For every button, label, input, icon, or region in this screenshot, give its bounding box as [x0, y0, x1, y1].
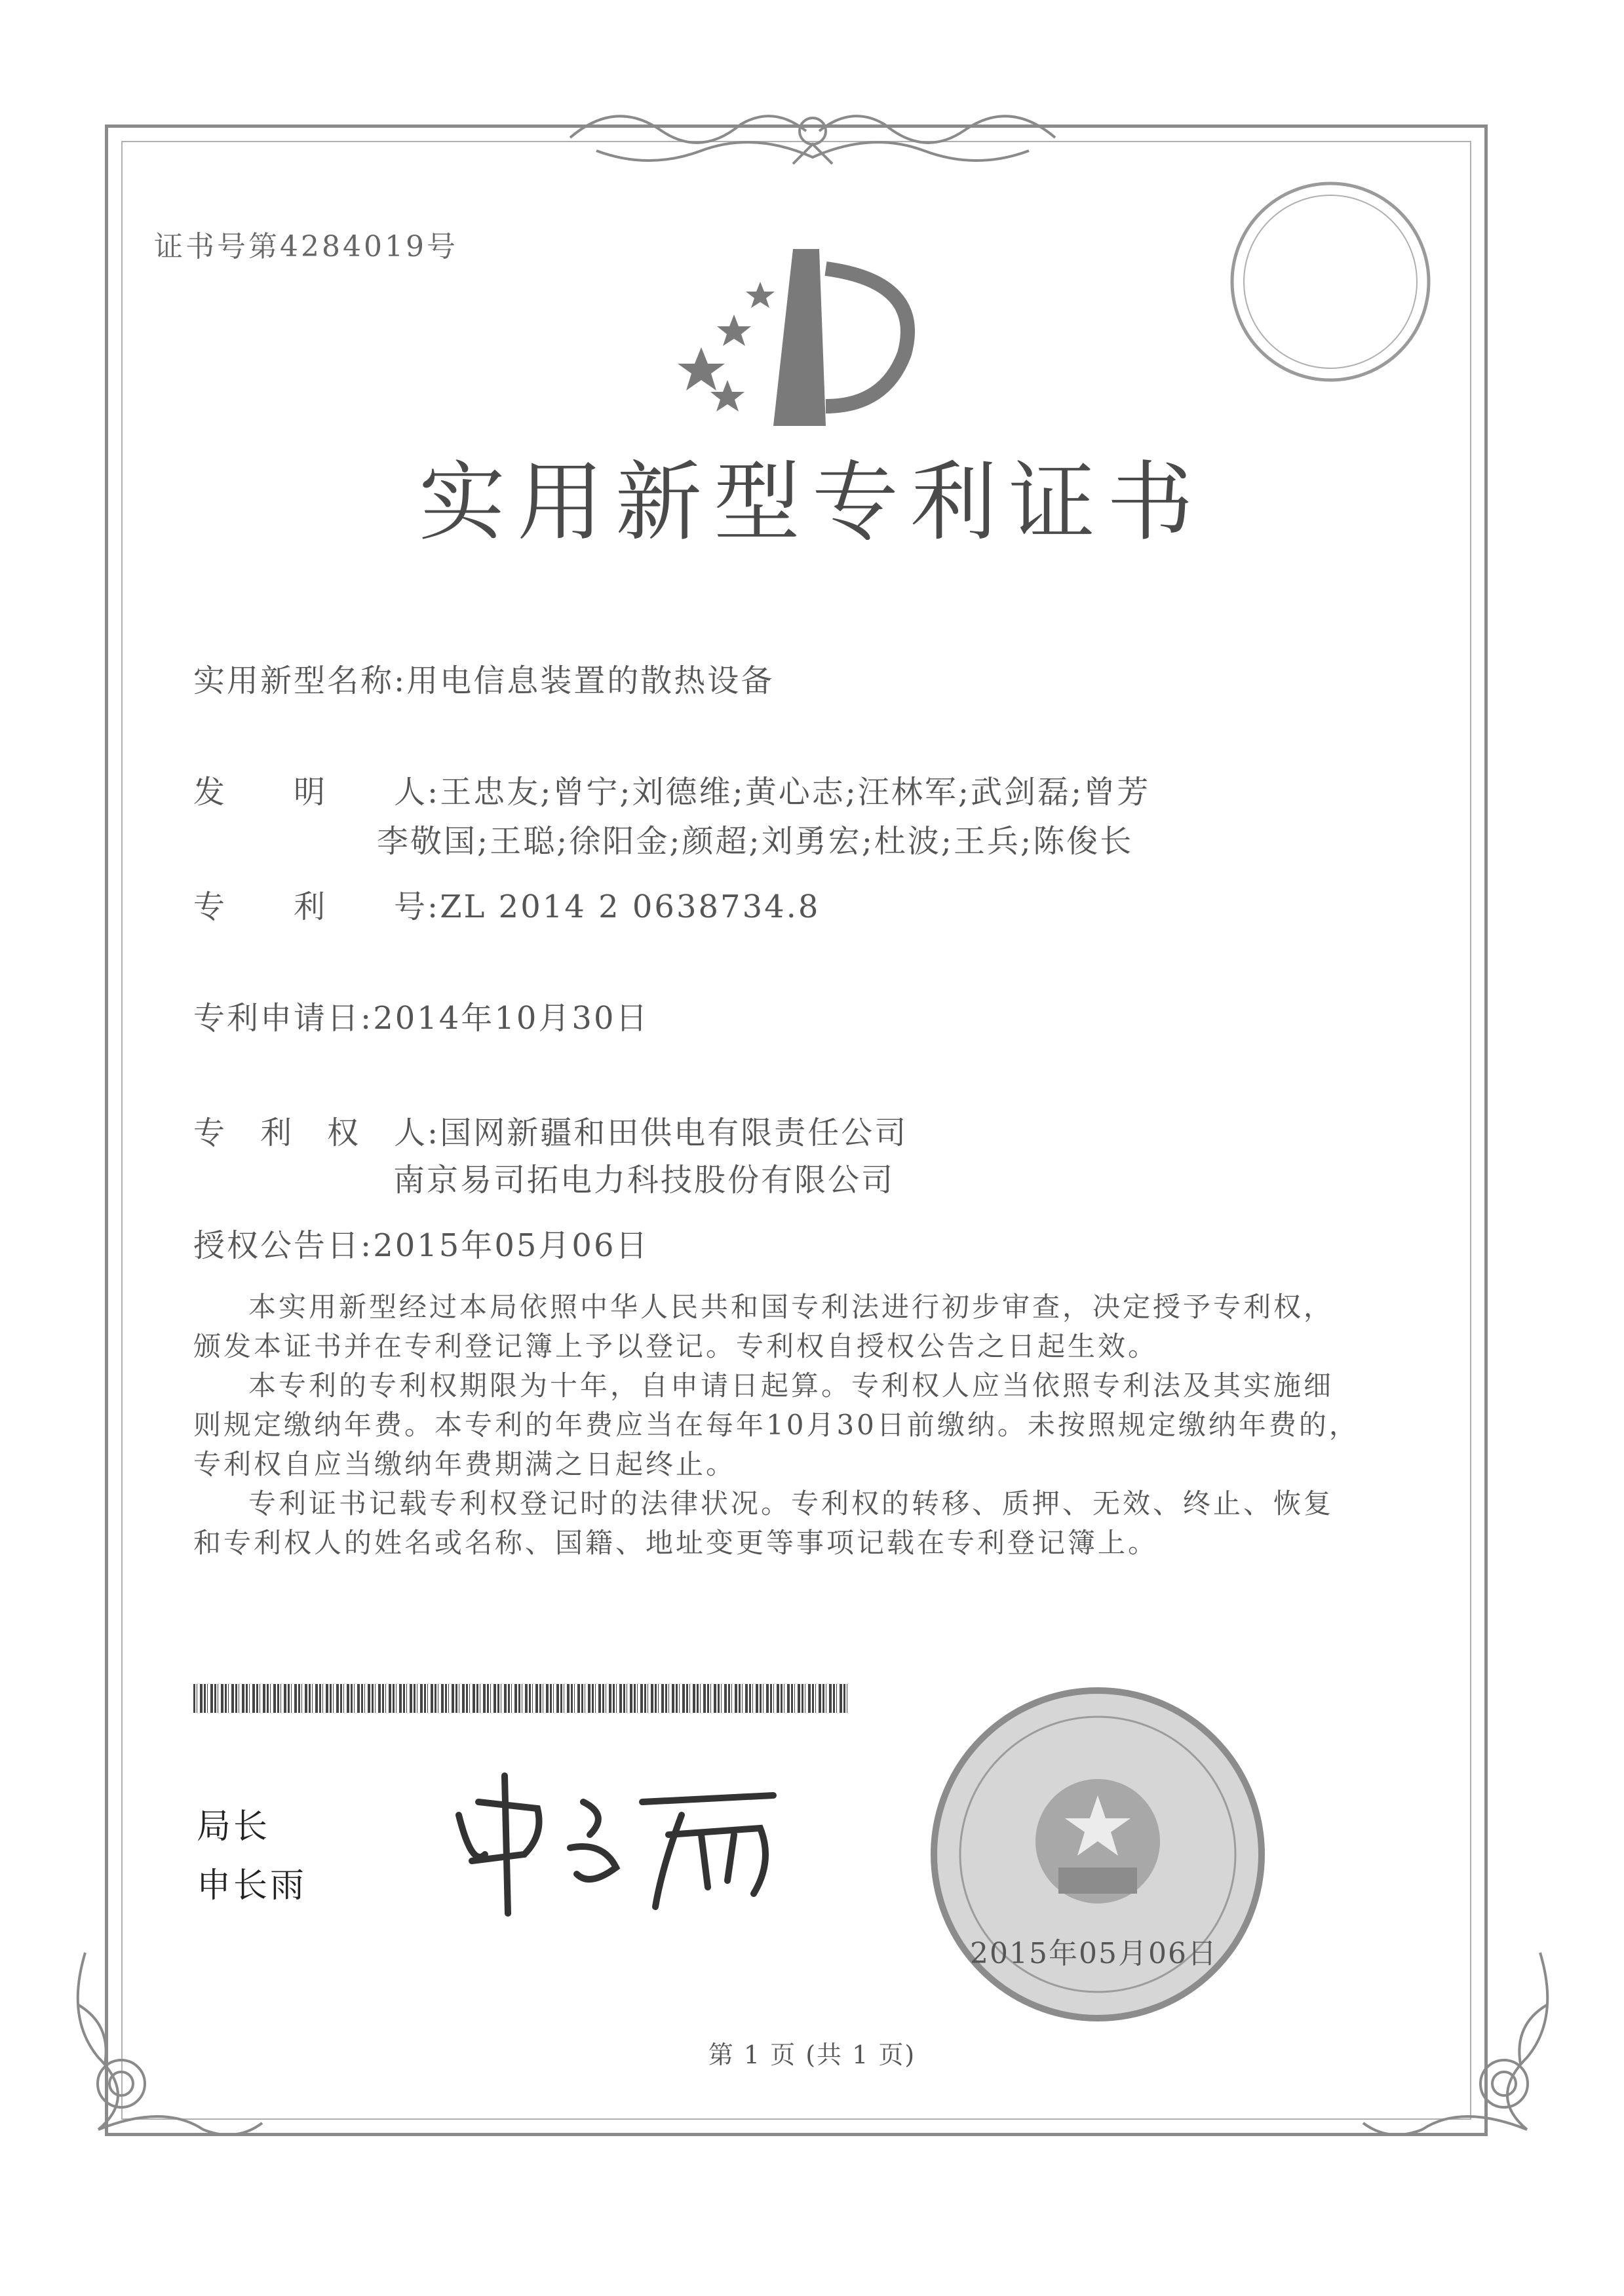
patent-office-logo-icon	[662, 242, 937, 439]
tax-stamp-seal-icon	[1226, 177, 1435, 387]
patentee-value-line2: 南京易司拓电力科技股份有限公司	[393, 1162, 895, 1198]
utility-model-name-value: 用电信息装置的散热设备	[406, 662, 775, 699]
grant-date-value: 2015年05月06日	[373, 1227, 649, 1264]
utility-model-name-label: 实用新型名称:	[193, 662, 407, 699]
inventors-value-line2: 李敬国;王聪;徐阳金;颜超;刘勇宏;杜波;王兵;陈俊长	[377, 823, 1134, 860]
barcode	[193, 1684, 849, 1713]
filing-date-label: 专利申请日:	[193, 1000, 374, 1037]
body-paragraph-1: 本实用新型经过本局依照中华人民共和国专利法进行初步审查，决定授予专利权，颁发本证书并在专利登记簿上予以登记。专利权自授权公告之日起生效。	[193, 1291, 1334, 1362]
official-seal-icon	[927, 1684, 1268, 2025]
grant-date-label: 授权公告日:	[193, 1227, 374, 1264]
body-paragraph-2: 本专利的专利权期限为十年，自申请日起算。专利权人应当依照专利法及其实施细则规定缴纳年费。本专利的年费应当在每年10月30日前缴纳。未按照规定缴纳年费的，专利权自应当缴纳年费期满之日起终止。	[193, 1369, 1359, 1480]
body-paragraph-3: 专利证书记载专利权登记时的法律状况。专利权的转移、质押、无效、终止、恢复和专利权人的姓名或名称、国籍、地址变更等事项记载在专利登记簿上。	[193, 1487, 1334, 1559]
seal-date: 2015年05月06日	[970, 1937, 1218, 1970]
patent-number-row	[193, 881, 820, 927]
patentee-value-line1: 国网新疆和田供电有限责任公司	[440, 1115, 908, 1151]
page-indicator: 第 1 页 (共 1 页)	[708, 2040, 916, 2069]
certificate-title: 实用新型专利证书	[419, 452, 1205, 553]
patentee-label: 专 利 权 人:	[193, 1115, 440, 1151]
director-handwritten-signature	[446, 1763, 793, 1920]
director-name: 申长雨	[197, 1866, 307, 1905]
certificate-number: 证书号第4284019号	[154, 230, 458, 263]
patent-number-label: 专 利 号:	[193, 889, 440, 925]
filing-date-row	[193, 993, 649, 1038]
utility-model-name-row	[193, 655, 774, 700]
patent-number-value: ZL 2014 2 0638734.8	[440, 889, 821, 925]
filing-date-value: 2014年10月30日	[373, 1000, 649, 1037]
certificate-body	[193, 1288, 1360, 1563]
top-ornament-icon	[557, 92, 1068, 177]
director-title: 局长	[197, 1807, 271, 1846]
patentee-row	[193, 1107, 908, 1153]
inventors-row	[193, 767, 1150, 812]
inventors-value-line1: 王忠友;曾宁;刘德维;黄心志;汪林军;武剑磊;曾芳	[440, 774, 1151, 811]
inventors-label: 发 明 人:	[193, 774, 440, 811]
grant-date-row	[193, 1220, 649, 1265]
